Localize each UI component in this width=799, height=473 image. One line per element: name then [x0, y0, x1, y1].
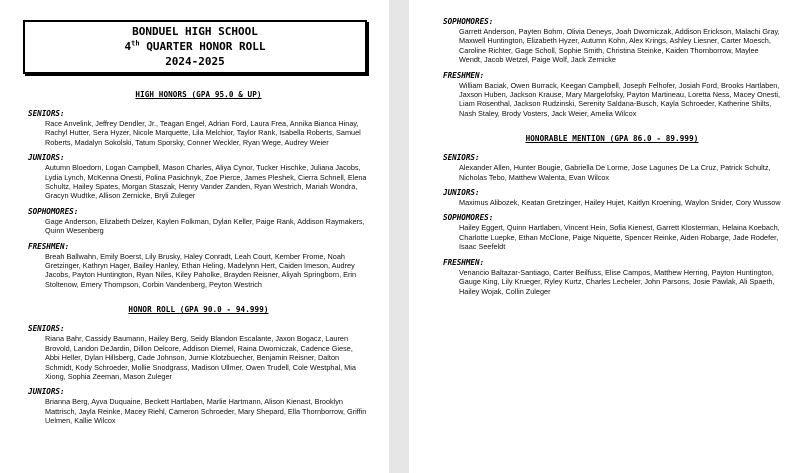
school-name: BONDUEL HIGH SCHOOL	[132, 25, 258, 38]
hm-juniors-label: JUNIORS:	[443, 188, 480, 198]
quarter-number: 4	[124, 40, 132, 53]
hr-freshmen-list: William Baciak, Owen Burrack, Keegan Campbell, Joseph Felhofer, Josiah Ford, Brooks Hartlaben, Jaxson Huben, Jackson Krause, Mary Margelofsky, Payton Martineau, Loretta Ness, Macey Onesti, Liam Rosenthal, Jackson Rudzinski, Serenity Saldana-Busch, Kayla Schroeder, Katherine Shilts, Nash Staley, Brody Vosters, Jack Weier, Amelia Wilcox	[459, 80, 781, 118]
hm-sophomores-label: SOPHOMORES:	[443, 213, 494, 223]
hr-sophomores-label: SOPHOMORES:	[443, 17, 494, 26]
hm-juniors-list: Maximus Alibozek, Keatan Gretzinger, Hailey Hujet, Kaitlyn Kroening, Waylon Snider, Cory Wussow	[459, 198, 781, 208]
honorable-mention-heading: HONORABLE MENTION (GPA 86.0 - 89.999)	[525, 134, 699, 144]
hm-seniors-list: Alexander Allen, Hunter Bougie, Gabriella De Lorme, Jose Lagunes De La Cruz, Patrick Schultz, Nicholas Tebo, Matthew Walenta, Evan Wilcox	[459, 163, 771, 182]
quarter-title	[25, 39, 365, 54]
hr-juniors-label: JUNIORS:	[28, 387, 65, 397]
hm-sophomores-list: Hailey Eggert, Quinn Hartlaben, Vincent Hein, Sofia Kienest, Garrett Klosterman, Helaina Koebach, Charlotte Luepke, Ethan McClone, Paige Niquette, Spencer Reinke, Aiden Robarge, Jade Rodefer, Isaac Seefeldt	[459, 223, 780, 252]
school-year: 2024-2025	[165, 55, 225, 68]
hr-sophomores-list: Garrett Anderson, Payten Bohm, Olivia Deneys, Joah Dworniczak, Addison Erickson, Malachi Gray, Maxwell Huntington, Elizabeth Hyzer, Autumn Kohn, Alex Krings, Ashley Liesner, Carter Moesch, Caroline Richter, Gage Scholl, Sophie Smith, Christina Steinke, Kaiden Thornborrow, Maylee Wendt, Jacob Wetzel, Paige Wolf, Jack Zernicke	[459, 27, 780, 65]
hr-juniors-list: Brianna Berg, Ayva Duquaine, Beckett Hartlaben, Marlie Hartmann, Alison Kienast, Brooklyn Mattrisch, Jayla Reinke, Macey Riehl, Cameron Schroeder, Mary Shepard, Ella Thornborrow, Griffin Uelmen, Kallie Wilcox	[45, 397, 367, 426]
hm-freshmen-list: Venancio Baltazar-Santiago, Carter Beilfuss, Elise Campos, Matthew Herring, Payton Huntington, Gauge King, Lily Krueger, Ryley Kurtz, Charles Lecheler, John Parsons, Josie Pawlak, Ali Spaeth, Hailey Wojak, Collin Zuleger	[459, 267, 775, 296]
hh-juniors-label: JUNIORS:	[28, 153, 65, 163]
title-box	[23, 20, 367, 74]
hr-seniors-label: SENIORS:	[28, 324, 65, 334]
hr-seniors-list: Riana Bahr, Cassidy Baumann, Hailey Berg, Seidy Blandon Escalante, Jaxon Bogacz, Lauren Brovold, Landon DeJardin, Dillon Delcore, Addison Diemel, Raina Dworniczak, Cadence Giese, Abbi Heller, Dylan Hillsberg, Cade Johnson, Jurnie Klotzbuecher, Benjamin Reisner, Dalton Schmidt, Kody Schroeder, Mollie Snodgrass, Madison Ullmer, Owen Trudell, Cole Westphal, Mia Xiong, Sophia Zeeman, Mason Zuleger	[45, 334, 356, 381]
hh-freshmen-list: Breah Ballwahn, Emily Boerst, Lily Brusky, Haley Conradt, Leah Court, Kember Frome, Noah Gretzinger, Kathryn Hager, Bailey Hanley, Ethan Heling, Madelynn Hert, Caiden Imeson, Audrey Jacobs, Payton Huntington, Ryan Niles, Kiley Paholke, Brayden Reisner, Aliyah Springborn, Erin Stoltenow, Emery Thompson, Corbin Vandenberg, Peyton Westrich	[45, 251, 357, 289]
hh-freshmen-label: FRESHMEN:	[28, 241, 70, 251]
hh-juniors-list: Autumn Bloedorn, Logan Campbell, Mason Charles, Aliya Cynor, Tucker Hischke, Juliana Jacobs, Lydia Lynch, McKenna Onesti, Polina Pasichnyk, Zoe Pierce, James Pleshek, Cierra Schnell, Elena Schultz, Hailey Spates, Morgan Staszak, Henry Vander Zanden, Ryan Westrich, Mariah Wondra, Gracyn Wudtke, Allison Zernicke, Bryli Zuleger	[45, 163, 367, 201]
hm-freshmen-label: FRESHMEN:	[443, 257, 485, 267]
hh-sophomores-label: SOPHOMORES:	[28, 206, 79, 216]
hh-seniors-label: SENIORS:	[28, 109, 65, 118]
document-page-left	[0, 0, 389, 473]
document-page-right	[409, 0, 799, 473]
quarter-rest: QUARTER HONOR ROLL	[139, 40, 266, 53]
hh-sophomores-list: Gage Anderson, Elizabeth Delzer, Kaylen Folkman, Dylan Keller, Paige Rank, Addison Raymakers, Quinn Wesenberg	[45, 216, 365, 236]
quarter-suffix: th	[131, 39, 140, 48]
honor-roll-heading: HONOR ROLL (GPA 90.0 - 94.999)	[128, 305, 269, 315]
hh-seniors-list: Race Anvelink, Jeffrey Dendler, Jr., Teagan Engel, Adrian Ford, Laura Frea, Annika Bianca Hinay, Rachyl Hutter, Sera Hyzer, Nicole Marquette, Lila Melchior, Taylor Rank, Isabella Roberts, Samuel Roberts, Madalyn Sokolski, Tatum Sporsky, Conner Weckler, Ryan Wege, Audrey Weier	[45, 119, 361, 147]
hm-seniors-label: SENIORS:	[443, 153, 480, 163]
hr-freshmen-label: FRESHMEN:	[443, 70, 485, 80]
high-honors-heading: HIGH HONORS (GPA 95.0 & UP)	[135, 90, 262, 99]
